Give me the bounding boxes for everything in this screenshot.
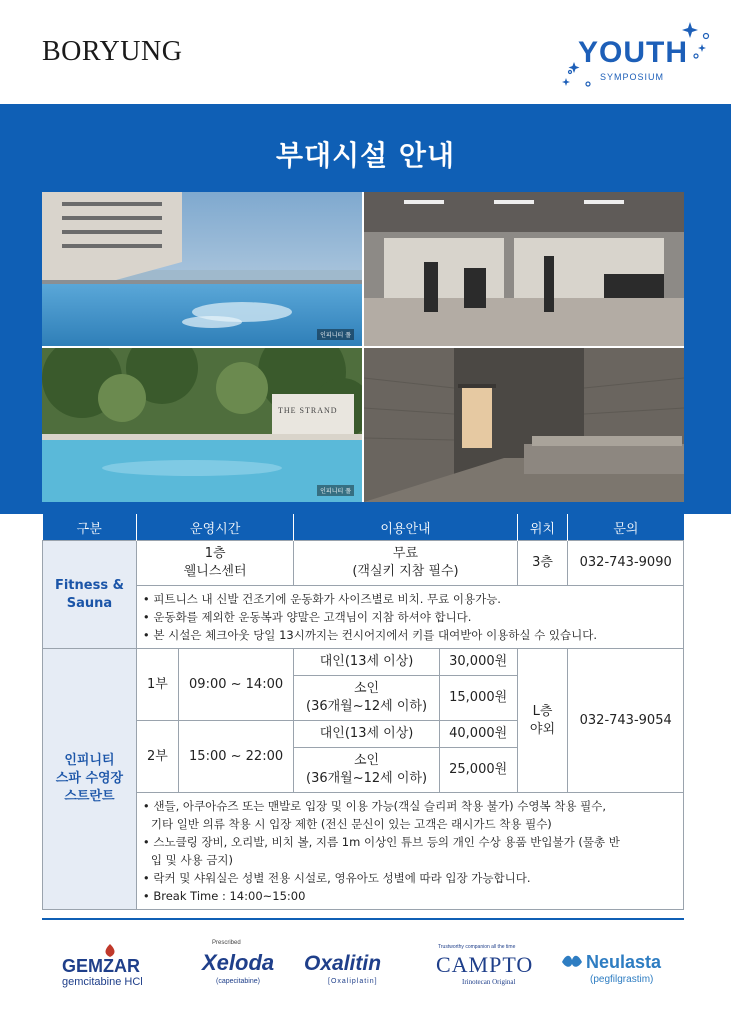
- header-category: 구분: [43, 514, 137, 541]
- spa-adult-label: 대인(13세 이상): [294, 649, 439, 676]
- table-row: [43, 541, 684, 586]
- table-row: [43, 649, 684, 676]
- spa-price1-adult: 30,000원: [439, 649, 517, 676]
- campto-logo: Trustworthy companion all the time CAMPTO Irinotecan Original: [436, 944, 534, 986]
- photo-caption: 인피니티 풀: [317, 329, 354, 340]
- table-row: [43, 793, 684, 910]
- spa-price2-child: 25,000원: [439, 748, 517, 793]
- fitness-contact: 032-743-9090: [568, 541, 684, 586]
- youth-symposium-logo: [560, 14, 720, 94]
- spa-child-label: 소인 (36개월~12세 이하): [294, 676, 439, 721]
- the-strand-pool-photo: [42, 348, 362, 502]
- rooftop-pool-photo: [42, 192, 362, 346]
- gemzar-logo: GEMZAR gemcitabine HCl: [62, 940, 172, 1000]
- divider: [42, 918, 684, 920]
- spa-adult-label: 대인(13세 이상): [294, 721, 439, 748]
- the-strand-sign: THE STRAND: [278, 406, 338, 415]
- sauna-photo: [364, 348, 684, 502]
- fitness-location: 3층: [517, 541, 568, 586]
- neulasta-hands-icon: [560, 952, 584, 970]
- fitness-hours: 1층 웰니스센터: [136, 541, 293, 586]
- xeloda-logo: Prescribed Xeloda (capecitabine): [202, 940, 275, 985]
- symposium-text: SYMPOSIUM: [600, 72, 665, 82]
- photo-caption: 인피니티 풀: [317, 485, 354, 496]
- spa-session2-label: 2부: [136, 721, 178, 793]
- spa-session1-time: 09:00 ~ 14:00: [178, 649, 294, 721]
- product-logos: [42, 940, 684, 1000]
- spa-contact: 032-743-9054: [568, 649, 684, 793]
- fitness-category: Fitness & Sauna: [43, 541, 137, 649]
- spa-price2-adult: 40,000원: [439, 721, 517, 748]
- spa-price1-child: 15,000원: [439, 676, 517, 721]
- photo-grid: [42, 192, 684, 502]
- fitness-guide: 무료 (객실키 지참 필수): [294, 541, 517, 586]
- table-row: [43, 586, 684, 649]
- fitness-center-photo: [364, 192, 684, 346]
- brand-logo: BORYUNG: [42, 36, 183, 67]
- header-contact: 문의: [568, 514, 684, 541]
- header-hours: 운영시간: [136, 514, 293, 541]
- facility-table: [42, 514, 684, 910]
- fitness-notes: • 피트니스 내 신발 건조기에 운동화가 사이즈별로 비치. 무료 이용가능. • 운동화를 제외한 운동복과 양말은 고객님이 지참 하셔야 합니다. • 본 시설은 체크아웃 당일 13시까지는 컨시어지에서 키를 대여받아 이용하실 수 있습니다.: [136, 586, 683, 649]
- spa-location: L층 야외: [517, 649, 568, 793]
- oxalitin-logo: Oxalitin [Oxaliplatin]: [304, 952, 382, 985]
- spa-session1-label: 1부: [136, 649, 178, 721]
- page-title: 부대시설 안내: [275, 139, 456, 172]
- neulasta-logo: Neulasta (pegfilgrastim): [560, 940, 684, 1000]
- spa-notes: • 샌들, 아쿠아슈즈 또는 맨발로 입장 및 이용 가능(객실 슬리퍼 착용 불가) 수영복 착용 필수, 기타 일반 의류 착용 시 입장 제한 (전신 문신이 있는 고객은 래시가드 착용 필수) • 스노클링 장비, 오리발, 비치 볼, 지름 1m 이상인 튜브 등의 개인 수상 용품 반입불가 (물총 반 입 및 사용 금지) • 락커 및 샤워실은 성별 전용 시설로, 영유아도 성별에 따라 입장 가능합니다. • Break Time : 14:00~15:00: [136, 793, 683, 910]
- spa-child-label: 소인 (36개월~12세 이하): [294, 748, 439, 793]
- header: [0, 0, 731, 104]
- spa-session2-time: 15:00 ~ 22:00: [178, 721, 294, 793]
- table-header-row: [43, 514, 684, 541]
- spa-category: 인피니티 스파 수영장 스트란트: [43, 649, 137, 910]
- header-location: 위치: [517, 514, 568, 541]
- header-guide: 이용안내: [294, 514, 517, 541]
- youth-text: YOUTH: [578, 36, 688, 69]
